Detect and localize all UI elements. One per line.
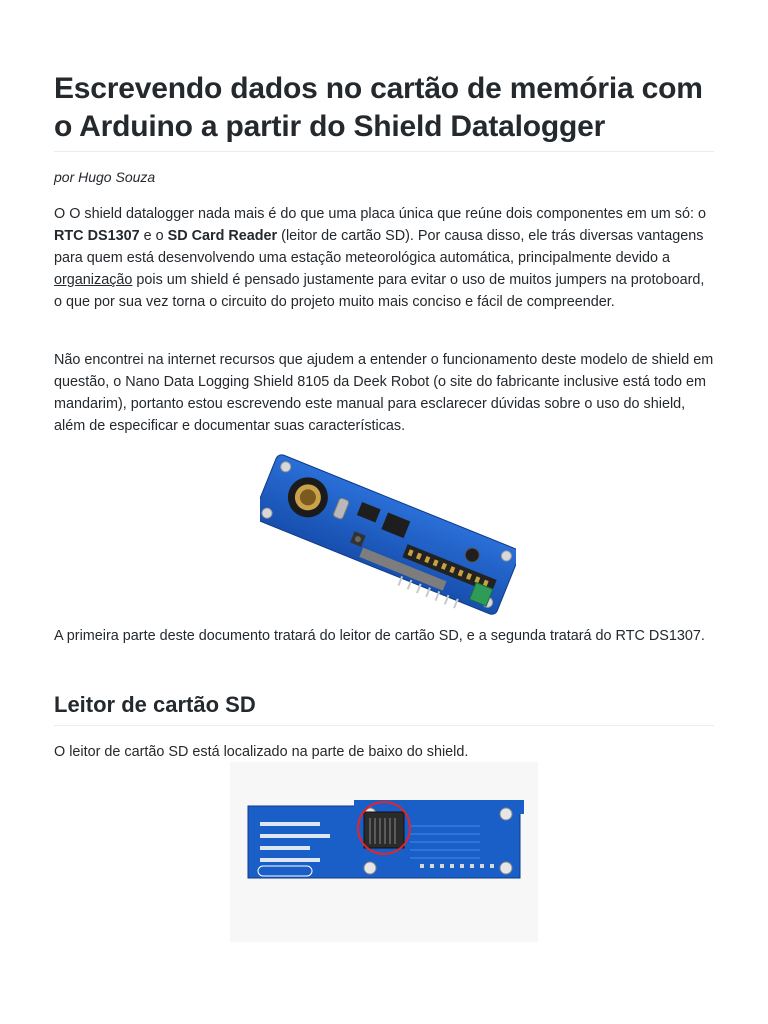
rtc-term: RTC DS1307 — [54, 228, 140, 244]
section-heading-sd-reader: Leitor de cartão SD — [54, 692, 256, 717]
sd-reader-term: SD Card Reader — [167, 228, 278, 244]
intro-paragraph — [54, 203, 714, 313]
organizacao-link[interactable]: organização — [54, 272, 133, 288]
shield-top-image — [260, 448, 516, 620]
intro-text-mid: e o — [139, 228, 168, 244]
intro-text-end: pois um shield é pensado justamente para evitar o uso de muitos jumpers na protoboard, o que por sua vez torna o circuito do projeto muito mais conciso e fácil de compreender. — [54, 272, 705, 310]
intro-text-mid2: (leitor de cartão SD). Por causa disso, ele trás diversas vantagens para quem está desenvolvendo uma estação meteorológica automática, principalmente devido a — [54, 228, 704, 266]
author-byline: por Hugo Souza — [54, 169, 156, 185]
intro-text-start: O O shield datalogger nada mais é do que uma placa única que reúne dois componentes em um só: o — [54, 206, 706, 222]
title-divider — [54, 151, 714, 152]
context-paragraph: Não encontrei na internet recursos que ajudem a entender o funcionamento deste modelo de shield em questão, o Nano Data Logging Shield 8105 da Deek Robot (o site do fabricante inclusive está todo em mandarim), portanto estou escrevendo este manual para esclarecer dúvidas sobre o uso do shield, além de especificar e documentar suas características. — [54, 352, 714, 434]
scope-paragraph: A primeira parte deste documento tratará do leitor de cartão SD, e a segunda tratará do RTC DS1307. — [54, 628, 705, 644]
section-divider — [54, 725, 714, 726]
page-title: Escrevendo dados no cartão de memória com o Arduino a partir do Shield Datalogger — [54, 72, 703, 143]
shield-bottom-image — [230, 762, 538, 942]
sd-reader-paragraph: O leitor de cartão SD está localizado na parte de baixo do shield. — [54, 744, 469, 760]
